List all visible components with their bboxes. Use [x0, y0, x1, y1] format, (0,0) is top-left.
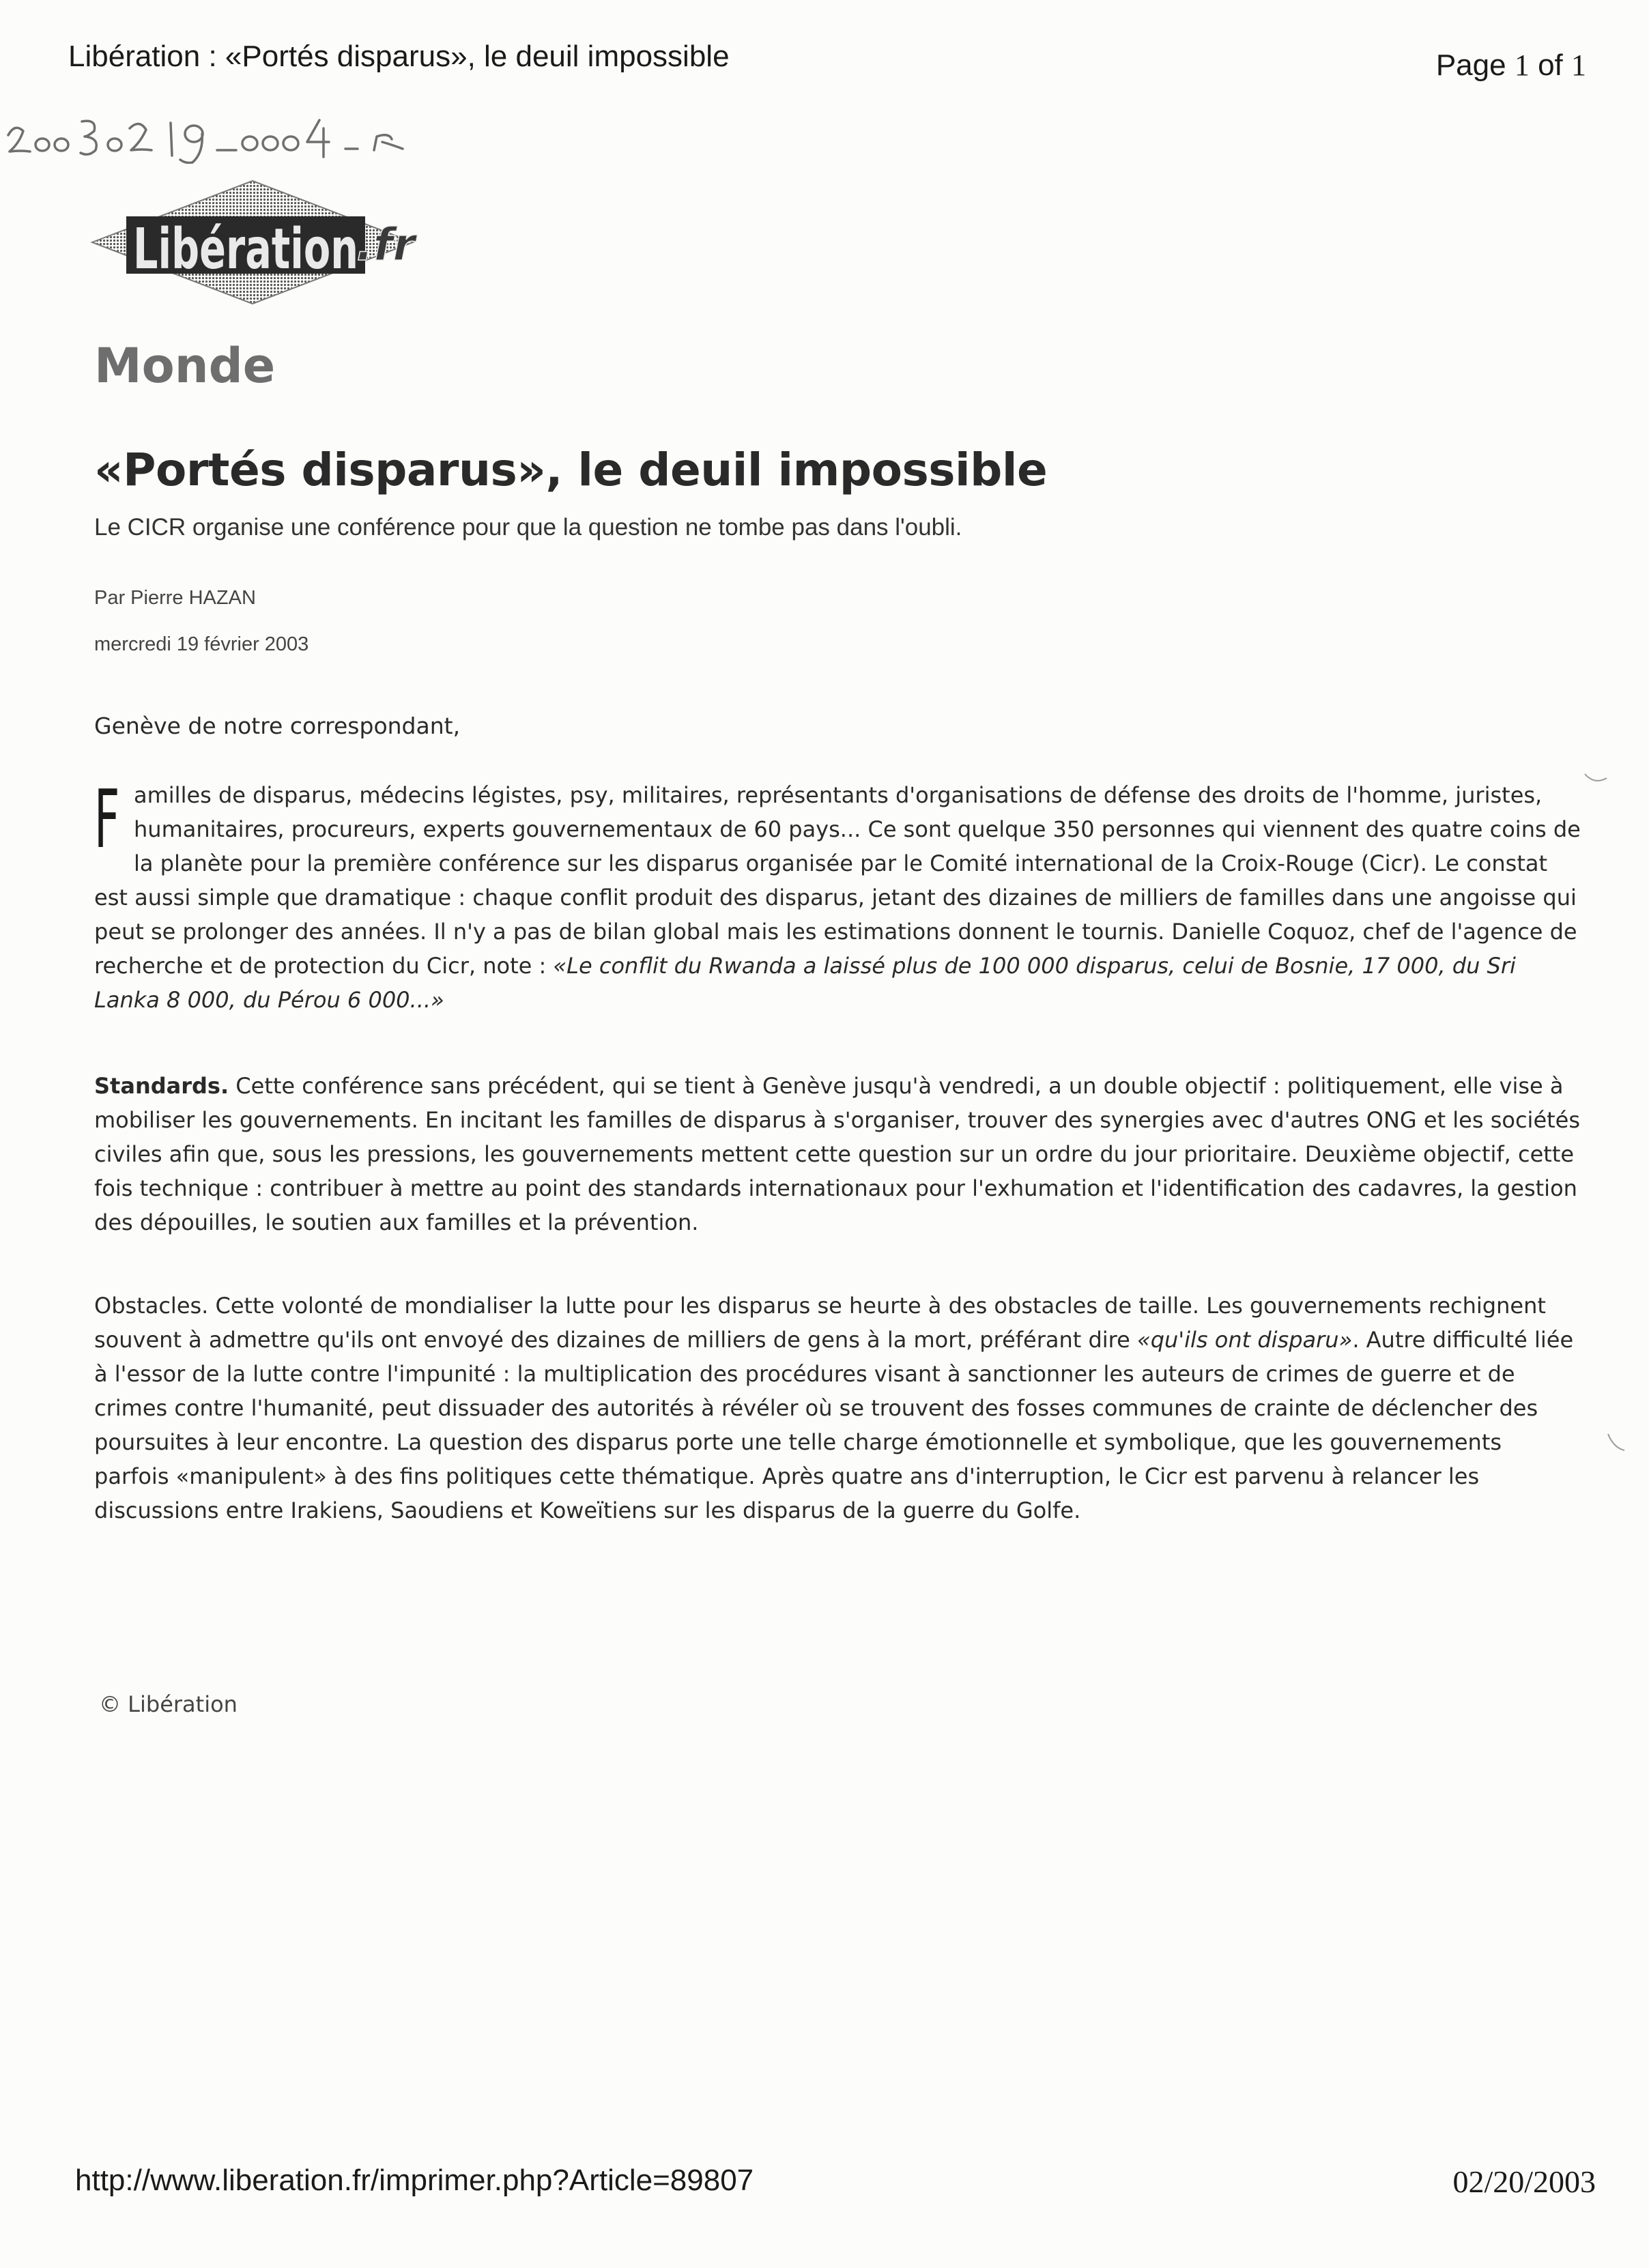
- print-header-title: Libération : «Portés disparus», le deuil impossible: [68, 40, 730, 73]
- paragraph-3-body-end: . Autre difficulté liée à l'essor de la lutte contre l'impunité : la multiplication des procédures visant à sanctionner les auteurs de crimes de guerre et de crimes contre l'humanité, peut dissuader des autorités à révéler où se trouvent des fosses communes de crainte de déclencher des poursuites à leur encontre. La question des disparus porte une telle charge émotionnelle et symbolique, que les gouvernements parfois «manipulent» à des fins politiques cette thématique. Après quatre ans d'interruption, le Cicr est parvenu à relancer les discussions entre Irakiens, Saoudiens et Koweïtiens sur les disparus de la guerre du Golfe.: [94, 1327, 1574, 1523]
- page-number: 1: [1514, 48, 1530, 82]
- print-footer-date: 02/20/2003: [1452, 2164, 1596, 2199]
- logo-suffix: .fr: [356, 218, 416, 271]
- paragraph-2-body: Cette conférence sans précédent, qui se tient à Genève jusqu'à vendredi, a un double objectif : politiquement, elle vise à mobiliser les gouvernements. En incitant les familles de disparus à s'organiser, trouver des synergies avec d'autres ONG et les sociétés civiles afin que, sous les pressions, les gouvernements mettent cette question sur un ordre du jour prioritaire. Deuxième objectif, cette fois technique : contribuer à mettre au point des standards internationaux pour l'exhumation et l'identification des cadavres, la gestion des dépouilles, le soutien aux familles et la prévention.: [94, 1073, 1581, 1235]
- paragraph-1-body: amilles de disparus, médecins légistes, psy, militaires, représentants d'organisations de défense des droits de l'homme, juristes, humanitaires, procureurs, experts gouvernementaux de 60 pays... Ce sont quelque 350 personnes qui viennent des quatre coins de la planète pour la première conférence sur les disparus organisée par le Comité international de la Croix-Rouge (Cicr). Le constat est aussi simple que dramatique : chaque conflit produit des disparus, jetant des dizaines de milliers de familles dans une angoisse qui peut se prolonger des années. Il n'y a pas de bilan global mais les estimations donnent le tournis. Danielle Coquoz, chef de l'agence de recherche et de protection du Cicr, note :: [94, 782, 1581, 979]
- copyright-notice: © Libération: [99, 1691, 238, 1717]
- paragraph-3-body-start: Obstacles. Cette volonté de mondialiser la lutte pour les disparus se heurte à des obstacles de taille. Les gouvernements rechignent souvent à admettre qu'ils ont envoyé des dizaines de milliers de gens à la mort, préférant dire: [94, 1293, 1546, 1353]
- punch-hole-mark: [1604, 1430, 1631, 1457]
- punch-hole-mark: [1582, 764, 1609, 792]
- article-headline: «Portés disparus», le deuil impossible: [94, 444, 1048, 496]
- paragraph-3-quote: «qu'ils ont disparu»: [1136, 1327, 1353, 1353]
- section-label: Monde: [94, 338, 276, 394]
- paragraph-1: [94, 772, 1582, 1017]
- paragraph-1-quote: «Le conflit du Rwanda a laissé plus de 100 000 disparus, celui de Bosnie, 17 000, du Sri Lanka 8 000, du Pérou 6 000...»: [94, 953, 1516, 1013]
- dateline: Genève de notre correspondant,: [94, 713, 461, 739]
- page-total: 1: [1571, 48, 1586, 82]
- article-date: mercredi 19 février 2003: [94, 633, 309, 655]
- liberation-fr-logo: [85, 174, 420, 311]
- print-footer-url: http://www.liberation.fr/imprimer.php?Article=89807: [75, 2164, 754, 2197]
- paragraph-2: [94, 1069, 1582, 1239]
- paragraph-3: [94, 1289, 1582, 1527]
- logo-wordmark: Libération: [133, 217, 358, 282]
- article-byline: Par Pierre HAZAN: [94, 587, 256, 609]
- handwritten-archive-note: [0, 102, 519, 164]
- page-indicator: [1436, 48, 1586, 83]
- paragraph-2-lead: Standards.: [94, 1073, 229, 1099]
- page-of-label: of: [1538, 48, 1563, 82]
- drop-cap: F: [94, 772, 120, 866]
- article-subtitle: Le CICR organise une conférence pour que la question ne tombe pas dans l'oubli.: [94, 514, 962, 541]
- page-label: Page: [1435, 48, 1506, 82]
